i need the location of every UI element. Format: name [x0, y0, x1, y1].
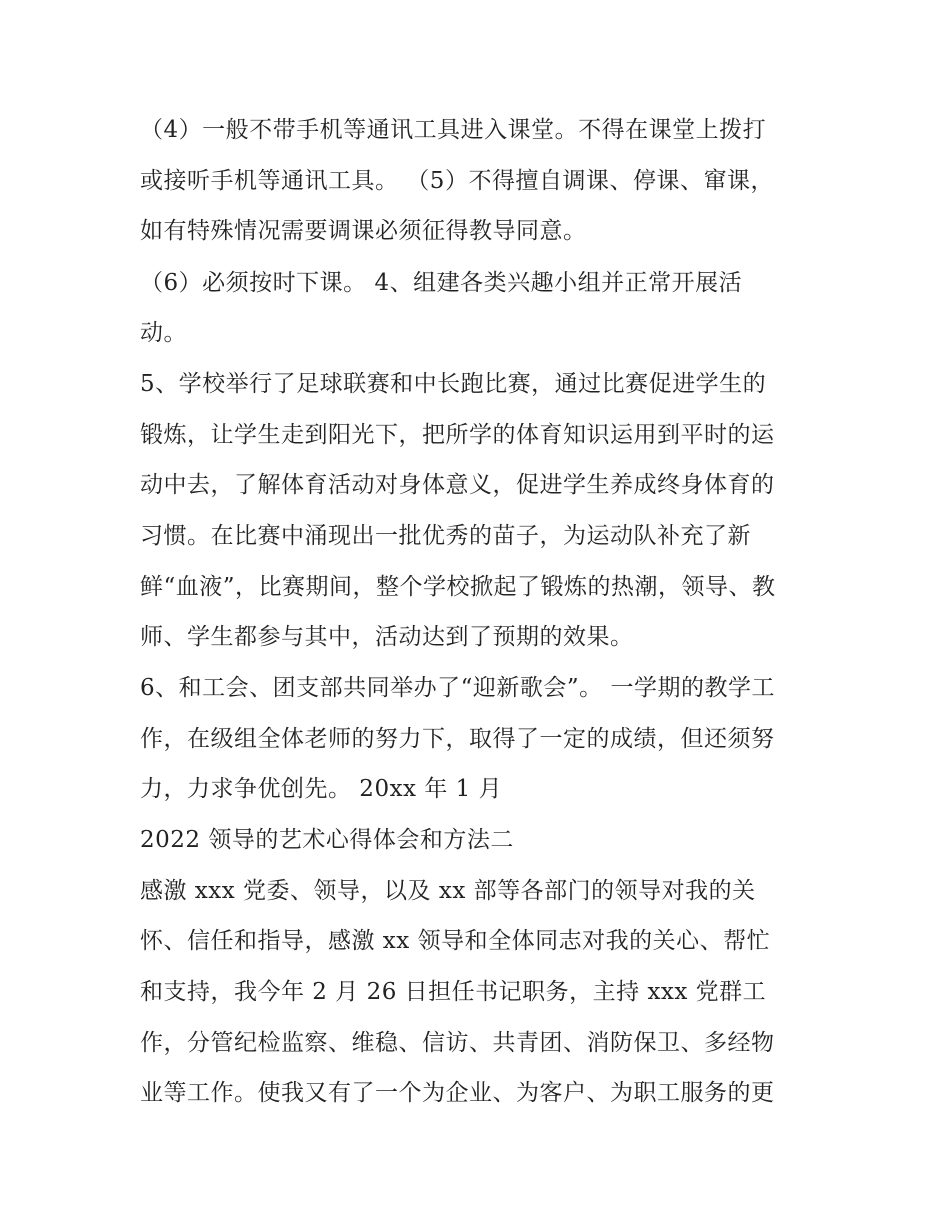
text-line: 师、学生都参与其中，活动达到了预期的效果。: [140, 624, 634, 650]
section-heading: 2022 领导的艺术心得体会和方法二: [140, 827, 514, 853]
text-line: （4）一般不带手机等通讯工具进入课堂。不得在课堂上拨打: [140, 117, 767, 143]
text-line: 动中去，了解体育活动对身体意义，促进学生养成终身体育的: [140, 472, 775, 498]
text-line: 感激 xxx 党委、领导，以及 xx 部等各部门的领导对我的关: [140, 878, 756, 904]
text-line: 6、和工会、团支部共同举办了“迎新歌会”。 一学期的教学工: [140, 675, 775, 701]
text-line: 怀、信任和指导，感激 xx 领导和全体同志对我的关心、帮忙: [140, 928, 771, 954]
text-line: 作，在级组全体老师的努力下，取得了一定的成绩，但还须努: [140, 726, 775, 752]
text-line: 业等工作。使我又有了一个为企业、为客户、为职工服务的更: [140, 1080, 775, 1106]
text-line: 鲜“血液”，比赛期间，整个学校掀起了锻炼的热潮，领导、教: [140, 574, 776, 600]
text-line: 动。: [140, 320, 187, 346]
text-line: 和支持，我今年 2 月 26 日担任书记职务，主持 xxx 党群工: [140, 979, 767, 1005]
text-line: 力，力求争优创先。 20xx 年 1 月: [140, 776, 503, 802]
text-line: 5、学校举行了足球联赛和中长跑比赛，通过比赛促进学生的: [140, 371, 767, 397]
text-line: （6）必须按时下课。 4、组建各类兴趣小组并正常开展活: [140, 270, 743, 296]
text-line: 习惯。在比赛中涌现出一批优秀的苗子，为运动队补充了新: [140, 523, 751, 549]
text-line: 作，分管纪检监察、维稳、信访、共青团、消防保卫、多经物: [140, 1030, 775, 1056]
text-line: 如有特殊情况需要调课必须征得教导同意。: [140, 218, 587, 244]
text-line: 或接听手机等通讯工具。 （5）不得擅自调课、停课、窜课，: [140, 168, 774, 194]
text-line: 锻炼，让学生走到阳光下，把所学的体育知识运用到平时的运: [140, 422, 775, 448]
